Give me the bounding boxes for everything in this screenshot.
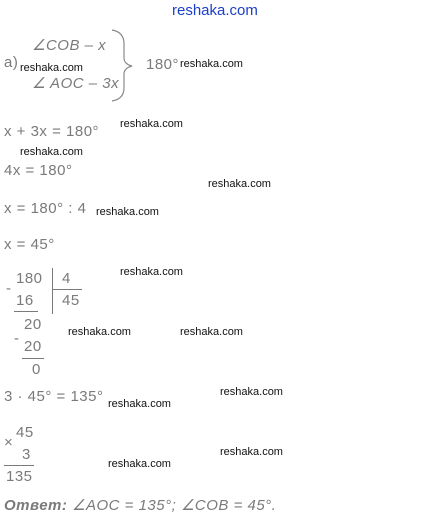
division-quotient: 45 — [62, 292, 80, 309]
watermark: reshaka.com — [220, 386, 283, 398]
watermark: reshaka.com — [96, 206, 159, 218]
angle-aoc-label: ∠ AOC – 3x — [32, 75, 120, 92]
answer-label: Ответ: — [4, 497, 68, 514]
division-subtrahend-2: 20 — [24, 338, 42, 355]
division-minus-sign-2: - — [14, 330, 20, 347]
watermark: reshaka.com — [120, 118, 183, 130]
answer-text: ∠AOC = 135°; ∠COB = 45°. — [72, 497, 277, 514]
watermark: reshaka.com — [208, 178, 271, 190]
watermark: reshaka.com — [68, 326, 131, 338]
watermark: reshaka.com — [180, 326, 243, 338]
site-watermark-top[interactable]: reshaka.com — [172, 2, 258, 19]
division-dividend: 180 — [16, 270, 43, 287]
equation-step-1: x + 3x = 180° — [4, 123, 100, 140]
division-line-2 — [22, 358, 44, 359]
watermark: reshaka.com — [20, 146, 83, 158]
division-subtrahend-1: 16 — [16, 292, 34, 309]
multiplication-bottom: 3 — [22, 446, 31, 463]
multiply-step: 3 · 45° = 135° — [4, 388, 104, 405]
watermark: reshaka.com — [220, 446, 283, 458]
equation-step-4: x = 45° — [4, 236, 55, 253]
division-bar-horizontal — [52, 289, 82, 290]
angle-cob-label: ∠COB – x — [32, 37, 107, 54]
division-divisor: 4 — [62, 270, 71, 287]
equation-step-3: x = 180° : 4 — [4, 200, 87, 217]
watermark: reshaka.com — [20, 62, 83, 74]
answer-line — [4, 496, 276, 514]
division-minus-sign: - — [6, 280, 12, 297]
multiplication-result: 135 — [6, 468, 33, 485]
watermark: reshaka.com — [180, 58, 243, 70]
multiplication-line — [4, 465, 34, 466]
division-bar-vertical — [52, 268, 53, 314]
division-remainder-2: 0 — [32, 361, 41, 378]
watermark: reshaka.com — [108, 398, 171, 410]
watermark: reshaka.com — [108, 458, 171, 470]
division-remainder-1: 20 — [24, 316, 42, 333]
total-angle: 180° — [146, 56, 180, 73]
multiplication-top: 45 — [16, 424, 34, 441]
equation-step-2: 4x = 180° — [4, 162, 73, 179]
division-line-1 — [14, 311, 38, 312]
part-a-marker: а) — [4, 54, 19, 71]
multiplication-sign: × — [4, 434, 14, 451]
watermark: reshaka.com — [120, 266, 183, 278]
